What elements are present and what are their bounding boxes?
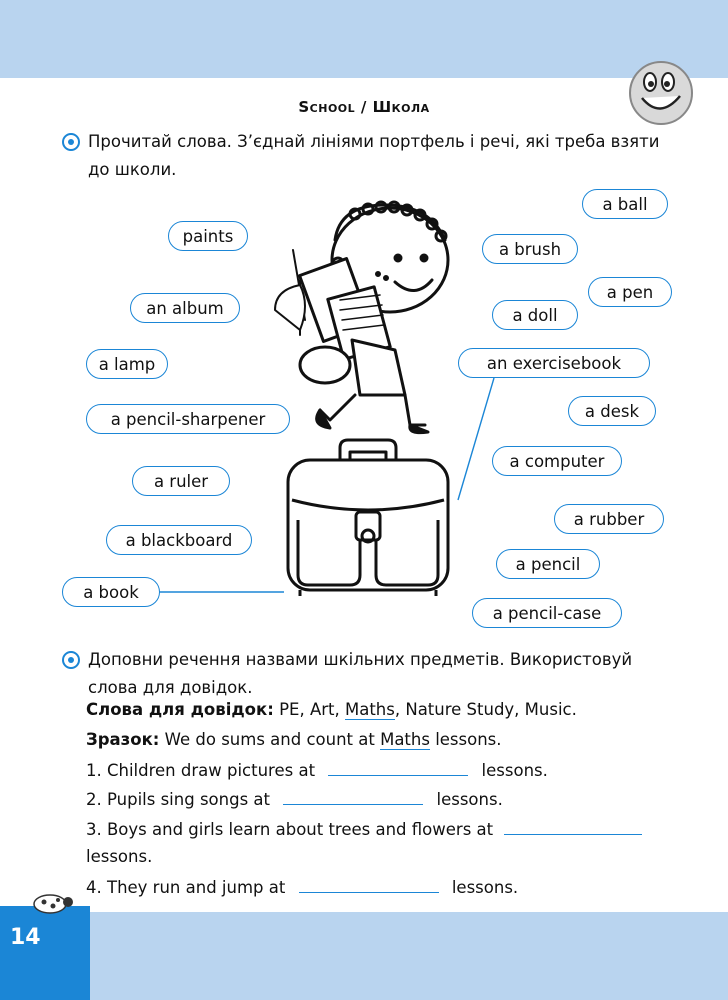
sample-after: lessons. bbox=[429, 730, 502, 749]
sentence-2-end: lessons. bbox=[436, 790, 503, 809]
task2-instruction bbox=[62, 646, 682, 702]
hint-words-after: , Nature Study, Music. bbox=[394, 700, 577, 719]
word-oval-pencil-case[interactable]: a pencil-case bbox=[472, 598, 622, 628]
sample-before: We do sums and count at bbox=[164, 730, 381, 749]
word-oval-album[interactable]: an album bbox=[130, 293, 240, 323]
sentence-4 bbox=[86, 876, 518, 897]
page-number: 14 bbox=[10, 925, 41, 950]
word-oval-pencil-sharpener[interactable]: a pencil-sharpener bbox=[86, 404, 290, 434]
answer-blank-3[interactable] bbox=[504, 818, 642, 835]
sample-line bbox=[86, 730, 502, 749]
sentence-2 bbox=[86, 788, 503, 809]
boy-with-supplies-icon bbox=[275, 202, 448, 433]
sentence-3-text: 3. Boys and girls learn about trees and flowers at bbox=[86, 820, 494, 839]
task1-instruction-text: Прочитай слова. З’єднай лініями портфель і речі, які треба взяти до школи. bbox=[88, 132, 660, 179]
word-oval-pencil[interactable]: a pencil bbox=[496, 549, 600, 579]
word-oval-exercisebook[interactable]: an exercisebook bbox=[458, 348, 650, 378]
word-oval-book[interactable]: a book bbox=[62, 577, 160, 607]
word-oval-computer[interactable]: a computer bbox=[492, 446, 622, 476]
sentence-2-text: 2. Pupils sing songs at bbox=[86, 790, 270, 809]
bullet-icon bbox=[62, 133, 80, 151]
sentence-3-end: lessons. bbox=[86, 847, 153, 866]
word-oval-ruler[interactable]: a ruler bbox=[132, 466, 230, 496]
sentence-4-end: lessons. bbox=[451, 878, 519, 897]
hint-label: Слова для довідок: bbox=[86, 700, 274, 719]
word-oval-desk[interactable]: a desk bbox=[568, 396, 656, 426]
hint-words-before: PE, Art, bbox=[279, 700, 345, 719]
word-oval-ball[interactable]: a ball bbox=[582, 189, 668, 219]
page-title: School / Школа bbox=[298, 98, 430, 116]
word-oval-pen[interactable]: a pen bbox=[588, 277, 672, 307]
school-bag-icon bbox=[288, 440, 448, 596]
word-oval-rubber[interactable]: a rubber bbox=[554, 504, 664, 534]
sample-label: Зразок: bbox=[86, 730, 160, 749]
task2-instruction-text: Доповни речення назвами шкільних предметів. Використовуй слова для довідок. bbox=[88, 650, 633, 697]
sentence-4-text: 4. They run and jump at bbox=[86, 878, 286, 897]
answer-blank-1[interactable] bbox=[328, 759, 468, 776]
hint-word-maths: Maths bbox=[344, 700, 395, 719]
task1-instruction bbox=[62, 128, 682, 184]
sentence-3 bbox=[86, 818, 642, 839]
word-oval-lamp[interactable]: a lamp bbox=[86, 349, 168, 379]
word-oval-doll[interactable]: a doll bbox=[492, 300, 578, 330]
sentence-1-text: 1. Children draw pictures at bbox=[86, 761, 316, 780]
sample-word-maths: Maths bbox=[380, 730, 430, 749]
hint-words-line bbox=[86, 700, 577, 719]
bullet-icon bbox=[62, 651, 80, 669]
sentence-1 bbox=[86, 759, 548, 780]
answer-blank-2[interactable] bbox=[283, 788, 423, 805]
sentence-1-end: lessons. bbox=[481, 761, 548, 780]
word-oval-blackboard[interactable]: a blackboard bbox=[106, 525, 252, 555]
sentence-3-continued bbox=[86, 847, 152, 866]
word-oval-paints[interactable]: paints bbox=[168, 221, 248, 251]
answer-blank-4[interactable] bbox=[299, 876, 439, 893]
ladybug-icon bbox=[34, 895, 73, 913]
word-oval-brush[interactable]: a brush bbox=[482, 234, 578, 264]
